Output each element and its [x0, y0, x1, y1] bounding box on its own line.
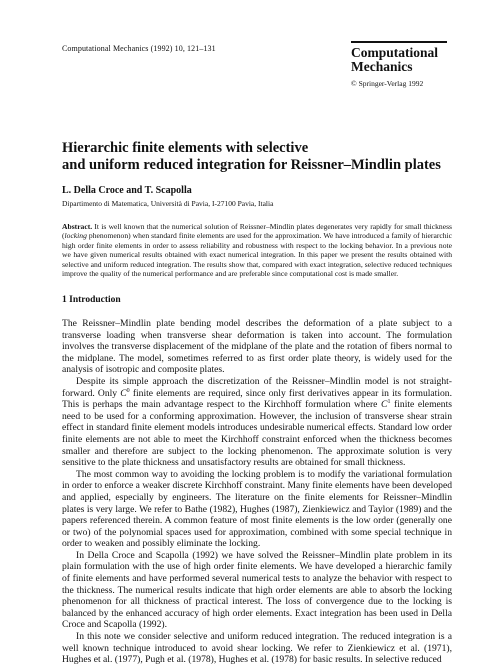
journal-brand [351, 41, 451, 88]
p2-c0-sup: 0 [126, 387, 130, 394]
abstract-locking: locking [64, 231, 87, 241]
copyright-notice: © Springer-Verlag 1992 [351, 78, 424, 88]
p2-c0: C [120, 387, 127, 399]
journal-citation: Computational Mechanics (1992) 10, 121–131 [62, 44, 216, 53]
paragraph-2 [62, 376, 452, 469]
paper-title [62, 140, 462, 174]
paragraph-3: The most common way to avoiding the locking problem is to modify the variational formulation in order to enforce a weaker discrete Kirchhoff constraint. Many finite elements have been developed and applied, especially by engineers. The literature on the finite elements for Reissner–Mindlin plates is very large. We refer to Bathe (1982), Hughes (1987), Zienkiewicz and Taylor (1989) and the papers referenced therein. A common feature of most finite elements is the low order (generally one or two) of the polynomial spaces used for approximation, combined with some special technique in order to weaken and possibly eliminate the locking. [62, 468, 452, 550]
abstract [62, 222, 452, 278]
p2-c1: C [381, 399, 388, 411]
affiliation: Dipartimento di Matematica, Università di Pavia, I-27100 Pavia, Italia [62, 199, 274, 208]
title-line-1: Hierarchic finite elements with selective [62, 140, 309, 156]
section-body [62, 318, 452, 666]
paragraph-5: In this note we consider selective and uniform reduced integration. The reduced integration is a well known technique introduced to avoid shear locking. We refer to Zienkiewicz et al. (1971), Hughes et al. (1977), Pugh et al. (1978), Hughes et al. (1978) for basic results. In selective reduced [62, 631, 452, 666]
abstract-text-b: phenomenon) when standard finite elements are used for the approximation. We have introduced a family of hierarchic high order finite elements in order to assess reliability and robustness with respect to the locking behavior. In a previous note we have given numerical results obtained with exact numerical integration. In this paper we present the results obtained with selective and uniform reduced integration. The results show that, compared with exact integration, selective reduced techniques improve the quality of the numerical performance and are preferable since computational cost is made smaller. [62, 231, 452, 279]
paragraph-1: The Reissner–Mindlin plate bending model describes the deformation of a plate subject to a transverse loading when transverse shear deformation is taken into account. The formulation involves the transverse displacement of the midplane of the plate and the rotation of fibers normal to the midplane. The model, sometimes referred to as first order plate theory, is widely used for the analysis of isotropic and composite plates. [62, 318, 452, 376]
p2-text-c: finite elements need to be used for a conforming approximation. However, the inclusion of transverse shear strain effect in standard finite element models introduces undesirable numerical effects. Standard low order finite elements are not able to meet the Kirchhoff constraint enforced when the thickness becomes smaller and therefore are subject to the locking phenomenon. The approximate solution is very sensitive to the plate thickness and unsatisfactory results are obtained for small thickness. [62, 399, 452, 469]
brand-line-1: Computational [351, 44, 439, 60]
title-line-2: and uniform reduced integration for Reissner–Mindlin plates [62, 157, 441, 173]
abstract-text-a: It is well known that the numerical solution of Reissner–Mindlin plates degenerates very rapidly for small thickness ( [62, 222, 452, 241]
authors: L. Della Croce and T. Scapolla [62, 185, 192, 196]
abstract-label: Abstract. [62, 222, 93, 231]
p2-text-a: Despite its simple approach the discretization of the Reissner–Mindlin model is not straight-forward. Only [62, 375, 452, 399]
brand-line-2: Mechanics [351, 58, 413, 74]
brand-rule [351, 41, 447, 43]
paragraph-4: In Della Croce and Scapolla (1992) we have solved the Reissner–Mindlin plate problem in its plain formulation with the use of high order finite elements. We have developed a hierarchic family of finite elements and have performed several numerical tests to analyze the behavior with respect to the thickness. The numerical results indicate that high order elements are able to absorb the locking phenomenon for all thickness of practical interest. The loss of convergence due to the locking is balanced by the enhanced accuracy of high order elements. Exact integration has been used in Della Croce and Scapolla (1992). [62, 549, 452, 631]
p2-c1-sup: 1 [387, 398, 391, 405]
section-heading: 1 Introduction [62, 295, 121, 305]
p2-text-b: finite elements are required, since only first derivatives appear in its formulation. This is perhaps the main advantage respect to the Kirchhoff formulation where [62, 387, 453, 411]
